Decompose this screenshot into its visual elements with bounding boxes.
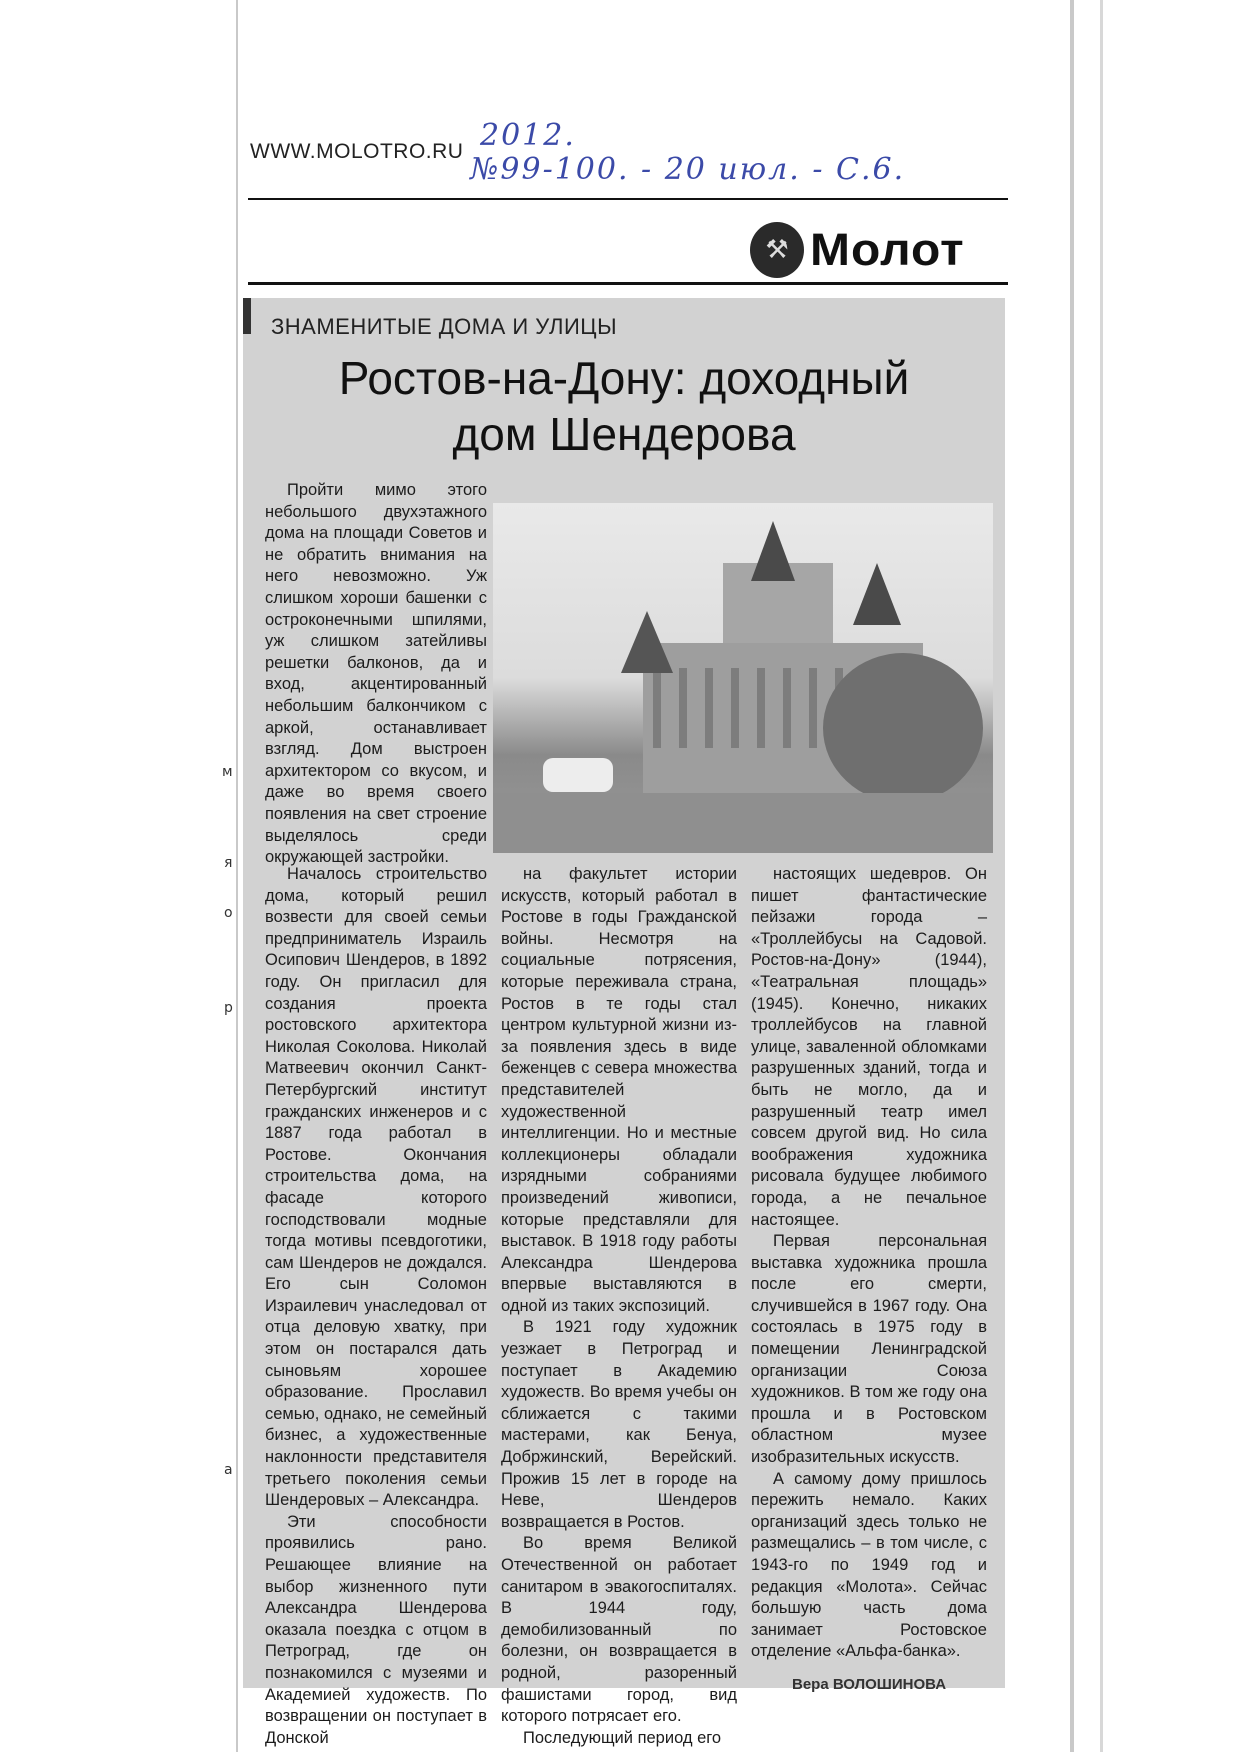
column-1 [265, 864, 487, 1747]
top-rule [248, 198, 1008, 200]
title-line-2: дом Шендерова [452, 408, 796, 460]
hammer-emblem-icon: ⚒ [750, 222, 804, 278]
margin-mark: м [222, 764, 233, 780]
newspaper-name: Молот [810, 224, 965, 276]
column-2 [501, 864, 737, 1747]
margin-mark: р [224, 1000, 233, 1016]
rubric-bar [243, 298, 251, 334]
intro-column [265, 480, 487, 867]
masthead-rule [248, 282, 1008, 285]
handwritten-year: 2012. [480, 118, 576, 153]
newspaper-logo [750, 222, 965, 278]
building-photo [493, 503, 993, 853]
column-3 [751, 864, 987, 1682]
title-line-1: Ростов-на-Дону: доходный [338, 352, 910, 404]
col1-paragraph: Началось строительство дома, который решил возвести для своей семьи предприниматель Израиль Осипович Шендеров, в 1892 году. Он пригласил для создания проекта ростовского архитектора Николая Соколова. Николай Матвеевич окончил Санкт-Петербургский институт гражданских инженеров и с 1887 года работал в Ростове. Окончания строительства дома, на фасаде которого господствовали модные тогда мотивы псевдоготики, сам Шендеров не дождался. Его сын Соломон Израилевич унаследовал от отца деловую хватку, при этом он постарался дать сыновьям хорошее образование. Прославил семью, однако, не семейный бизнес, а художественные наклонности представителя третьего поколения семьи Шендеровых – Александра. [265, 865, 487, 1510]
col3-paragraph: настоящих шедевров. Он пишет фантастические пейзажи города – «Троллейбусы на Садовой. Ростов-на-Дону» (1944), «Театральная площадь» (1945). Конечно, никаких троллейбусов на главной улице, заваленной обломками разрушенных зданий, тогда и быть не могло, да и разрушенный театр имел совсем другой вид. Но сила воображения художника рисовала будущее любимого города, а не печальное настоящее. [751, 865, 987, 1229]
author-byline: Вера ВОЛОШИНОВА [792, 1676, 947, 1693]
col2-paragraph: Последующий период его [523, 1728, 722, 1747]
col2-paragraph: В 1921 году художник уезжает в Петроград и поступает в Академию художеств. Во время учебы он сближается с такими мастерами, как Бенуа, Добржинский, Верейский. Прожив 15 лет в городе на Неве, Шендеров возвращается в Ростов. [501, 1318, 737, 1531]
col2-paragraph: Во время Великой Отечественной он работает санитаром в эвакогоспиталях. В 1944 году, демобилизованный по болезни, он возвращается в родной, разоренный фашистами город, вид которого потрясает его. [501, 1534, 737, 1726]
scan-edge-right [1070, 0, 1074, 1752]
margin-mark: а [224, 1462, 233, 1478]
scan-edge-right-2 [1100, 0, 1103, 1752]
handwritten-reference: №99-100. - 20 июл. - С.6. [470, 152, 906, 187]
col3-paragraph: Первая персональная выставка художника прошла после его смерти, случившейся в 1967 году. Она состоялась в 1975 году в помещении Ленинградской организации Союза художников. В том же году она прошла и в Ростовском областном музее изобразительных искусств. [751, 1232, 987, 1467]
col3-paragraph: А самому дому пришлось пережить немало. Каких организаций здесь только не размещались – в том числе, с 1943-го по 1949 год и редакция «Молота». Сейчас большую часть дома занимает Ростовское отделение «Альфа-банка». [751, 1469, 987, 1661]
site-url: WWW.MOLOTRO.RU [250, 140, 464, 163]
col1-paragraph: Эти способности проявились рано. Решающее влияние на выбор жизненного пути Александра Шендерова оказала поездка с отцом в Петроград, где он познакомился с музеями и Академией художеств. По возвращении он поступает в Донской [265, 1512, 487, 1747]
scan-edge-left [236, 0, 238, 1752]
intro-paragraph: Пройти мимо этого небольшого двухэтажного дома на площади Советов и не обратить внимания на него невозможно. Уж слишком хороши башенки с остроконечными шпилями, уж слишком затейливы решетки балконов, да и вход, акцентированный небольшим балкончиком с аркой, останавливает взгляд. Дом выстроен архитектором со вкусом, и даже во время своего появления на свет строение выделялось среди окружающей застройки. [265, 481, 487, 867]
col2-paragraph: на факультет истории искусств, который работал в Ростове в годы Гражданской войны. Несмотря на социальные потрясения, которые переживала страна, Ростов в те годы стал центром культурной жизни из-за появления здесь в виде беженцев с севера множества представителей художественной интеллигенции. Но и местные коллекционеры обладали изрядными собраниями произведений живописи, которые представляли для выставок. В 1918 году работы Александра Шендерова впервые выставляются в одной из таких экспозиций. [501, 865, 737, 1315]
article-title [243, 350, 1005, 462]
margin-mark: о [224, 905, 233, 921]
article [243, 298, 1005, 1747]
margin-mark: я [224, 855, 233, 871]
rubric: ЗНАМЕНИТЫЕ ДОМА И УЛИЦЫ [271, 314, 618, 339]
